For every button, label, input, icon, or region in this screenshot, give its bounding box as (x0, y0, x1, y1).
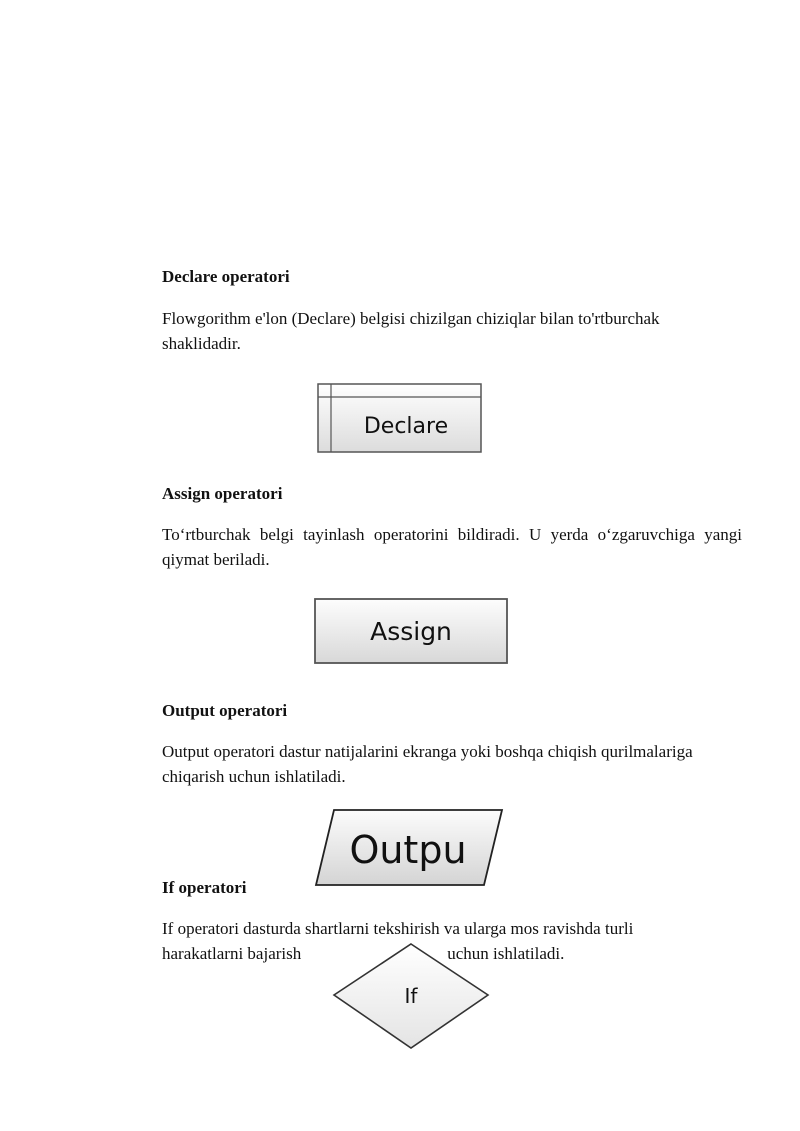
assign-symbol (312, 596, 510, 668)
output-symbol (312, 807, 506, 889)
output-heading: Output operatori (162, 701, 288, 720)
if-symbol-label: If (404, 984, 418, 1008)
output-description-line-2: chiqarish uchun ishlatiladi. (162, 767, 346, 786)
assign-symbol-label: Assign (370, 617, 452, 646)
declare-description (162, 306, 742, 356)
declare-heading: Declare operatori (162, 267, 290, 286)
declare-symbol-label: Declare (363, 414, 449, 439)
assign-description: To‘rtburchak belgi tayinlash operatorini bildiradi. U yerda o‘zgaruvchiga yangi qiymat beriladi. (162, 525, 742, 569)
declare-description-line-1: Flowgorithm e'lon (Declare) belgisi chizilgan chiziqlar bilan to'rtburchak (162, 309, 660, 328)
assign-heading: Assign operatori (162, 484, 283, 503)
declare-description-line-2: shaklidadir. (162, 334, 241, 353)
declare-symbol (316, 382, 484, 456)
if-description-line-2-end: uchun ishlatiladi. (447, 944, 565, 963)
output-description-line-1: Output operatori dastur natijalarini ekranga yoki boshqa chiqish qurilmalariga (162, 742, 693, 761)
if-symbol (330, 941, 492, 1053)
if-heading: If operatori (162, 878, 247, 897)
output-symbol-label: Outpu (349, 828, 467, 872)
output-description (162, 739, 742, 789)
if-description-line-1: If operatori dasturda shartlarni tekshirish va ularga mos ravishda turli (162, 919, 634, 938)
if-description-line-2-start: harakatlarni bajarish (162, 944, 302, 963)
